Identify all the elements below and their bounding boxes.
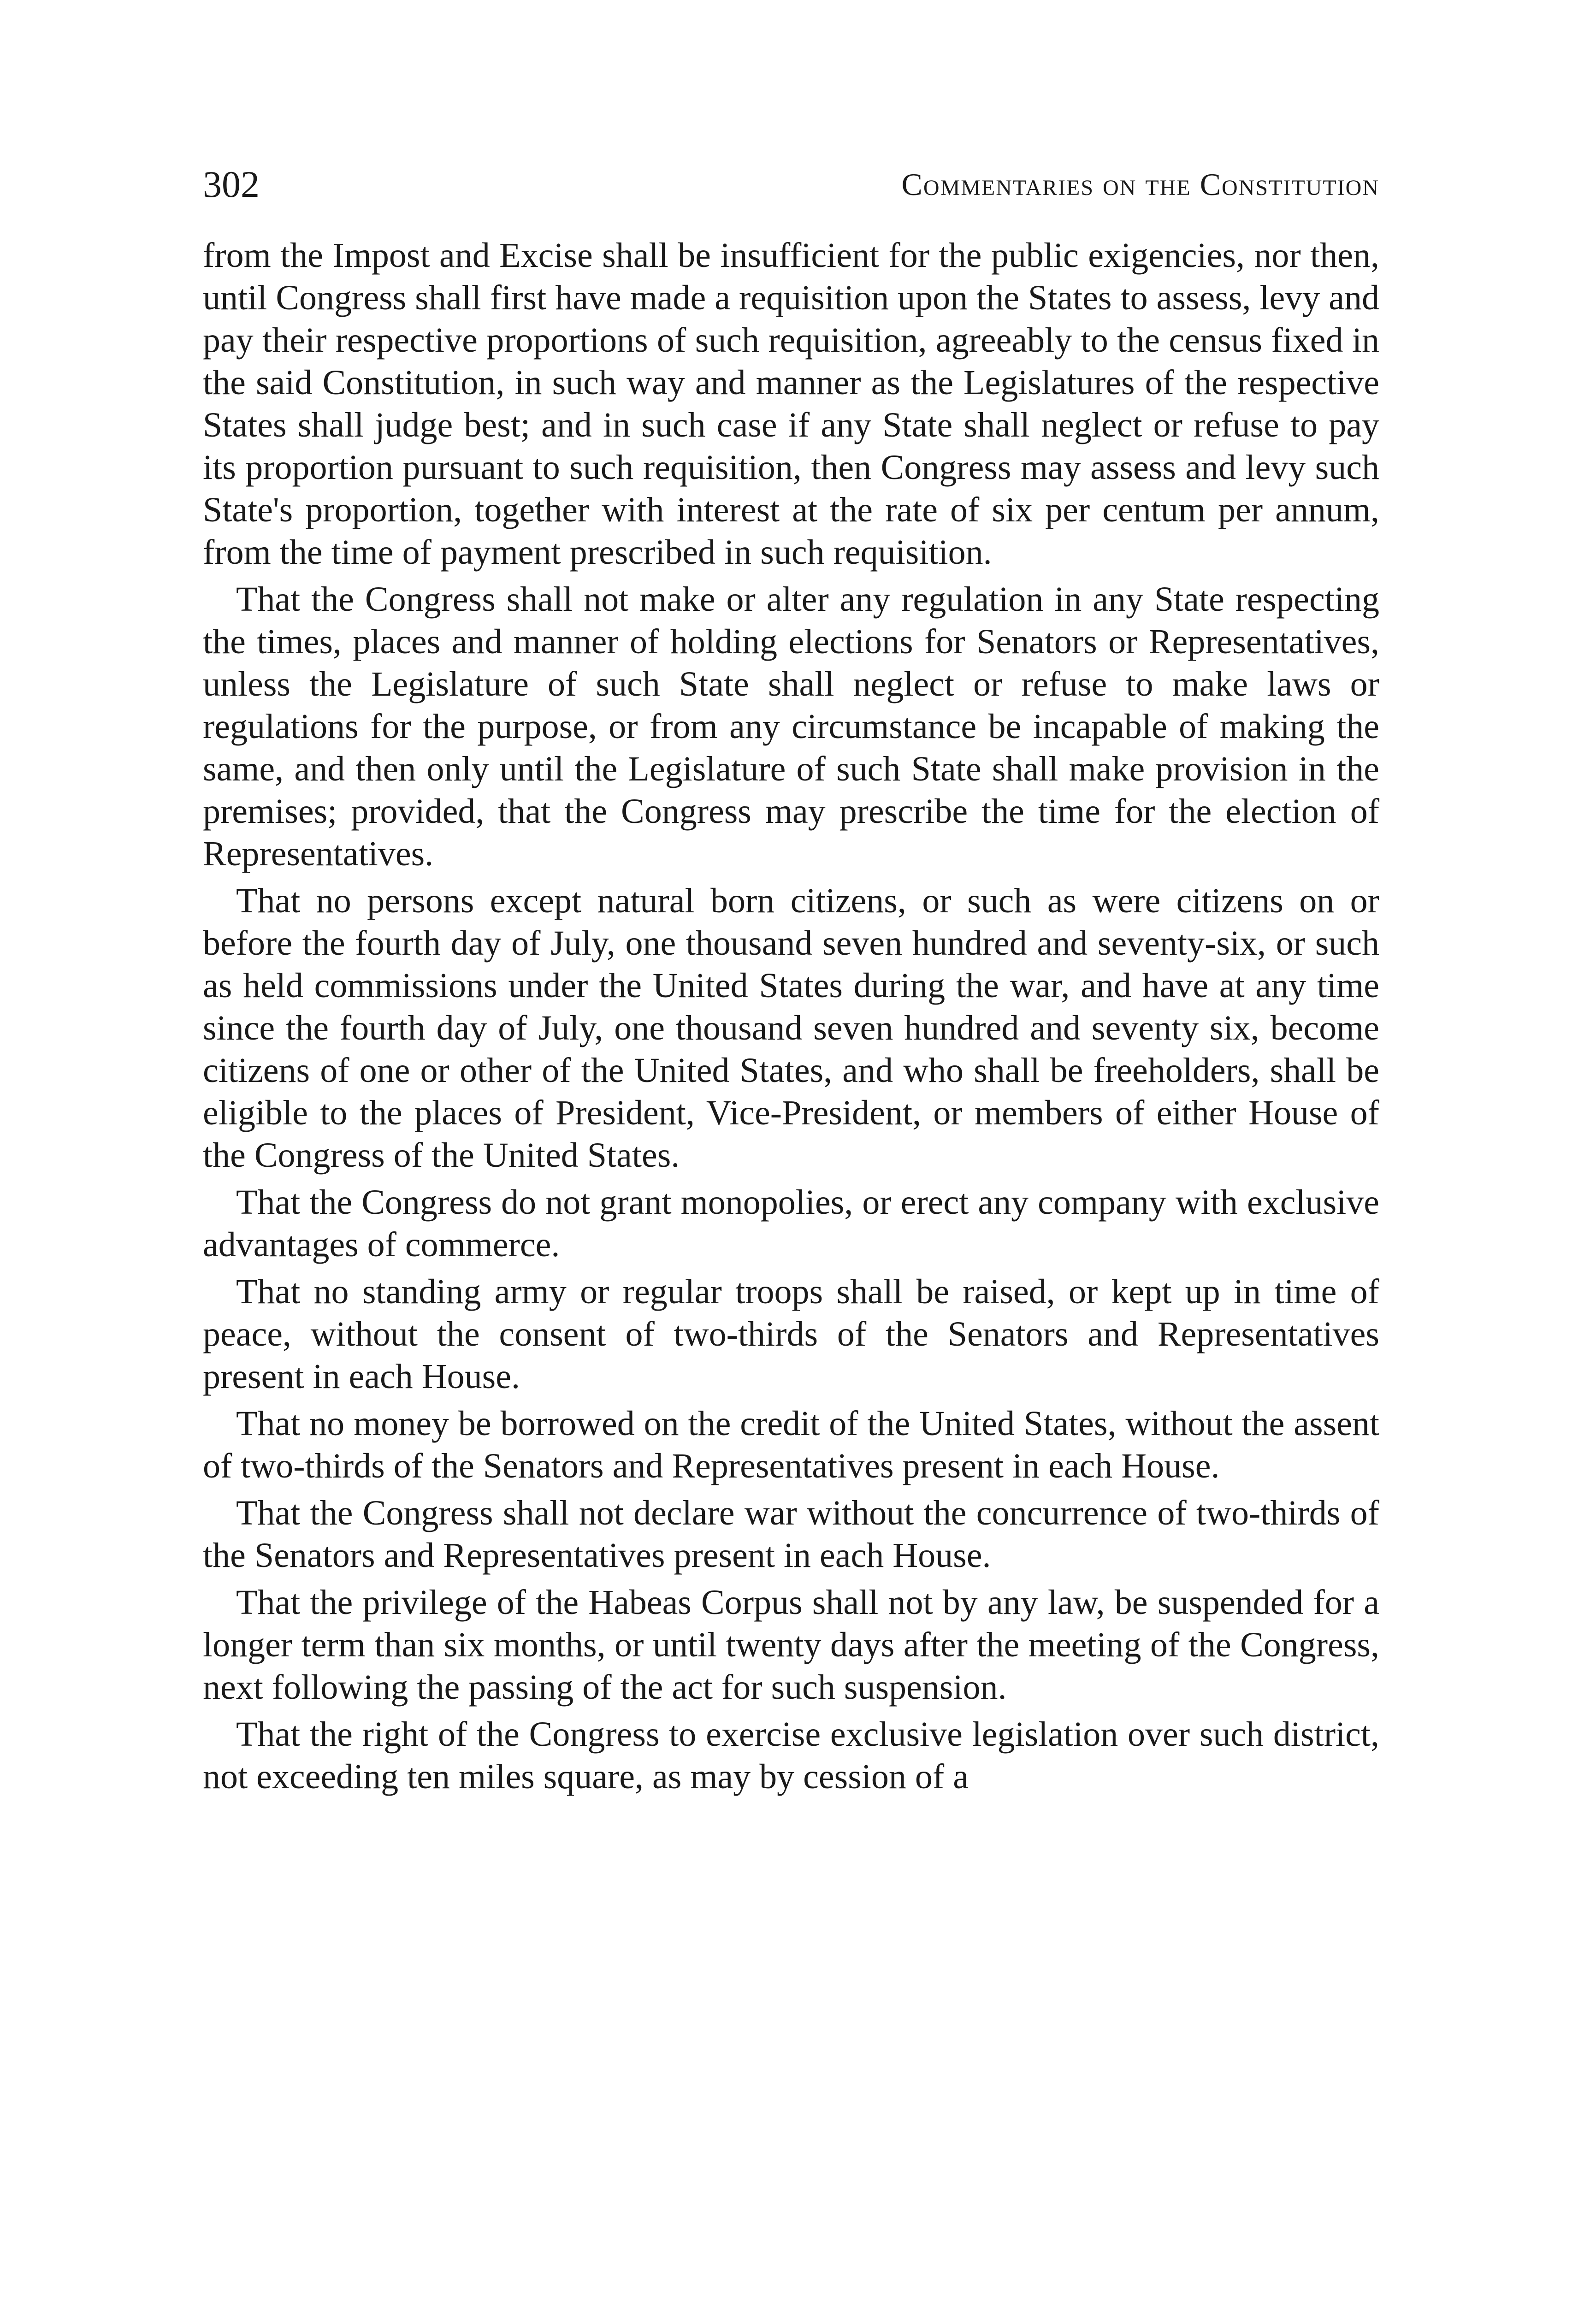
paragraph-elections: That the Congress shall not make or alter any regulation in any State respecting the times, places and manner of holding elections for Senators or Representatives, unless the Legislature of such State shall neglect or refuse to make laws or regulations for the purpose, or from any circumstance be incapable of making the same, and then only until the Legislature of such State shall make provision in the premises; provided, that the Congress may prescribe the time for the election of Representatives. <box>203 580 1379 873</box>
paragraph-continuation: from the Impost and Excise shall be insufficient for the public exigencies, nor then, until Congress shall first have made a requisition upon the States to assess, levy and pay their respective proportions of such requisition, agreeably to the census fixed in the said Constitution, in such way and manner as the Legislatures of the respective States shall judge best; and in such case if any State shall neglect or refuse to pay its proportion pursuant to such requisition, then Congress may assess and levy such State's proportion, together with interest at the rate of six per centum per annum, from the time of payment prescribed in such requisition. <box>203 236 1379 572</box>
running-title: Commentaries on the Constitution <box>901 167 1379 202</box>
body-text <box>203 234 1379 1803</box>
page-number: 302 <box>203 163 260 205</box>
paragraph-declare-war: That the Congress shall not declare war without the concurrence of two-thirds of the Senators and Representatives present in each House. <box>203 1494 1379 1575</box>
running-head <box>203 159 1379 210</box>
paragraph-monopolies: That the Congress do not grant monopolies, or erect any company with exclusive advantages of commerce. <box>203 1183 1379 1264</box>
paragraph-habeas-corpus: That the privilege of the Habeas Corpus shall not by any law, be suspended for a longer term than six months, or until twenty days after the meeting of the Congress, next following the passing of the act for such suspension. <box>203 1583 1379 1707</box>
paragraph-borrowing: That no money be borrowed on the credit of the United States, without the assent of two-thirds of the Senators and Representatives present in each House. <box>203 1404 1379 1485</box>
paragraph-standing-army: That no standing army or regular troops shall be raised, or kept up in time of peace, without the consent of two-thirds of the Senators and Representatives present in each House. <box>203 1272 1379 1396</box>
paragraph-citizenship: That no persons except natural born citizens, or such as were citizens on or before the fourth day of July, one thousand seven hundred and seventy-six, or such as held commissions under the United States during the war, and have at any time since the fourth day of July, one thousand seven hundred and seventy six, become citizens of one or other of the United States, and who shall be freeholders, shall be eligible to the places of President, Vice-President, or members of either House of the Congress of the United States. <box>203 881 1379 1175</box>
paragraph-exclusive-legislation: That the right of the Congress to exercise exclusive legislation over such district, not exceeding ten miles square, as may by cession of a <box>203 1715 1379 1796</box>
